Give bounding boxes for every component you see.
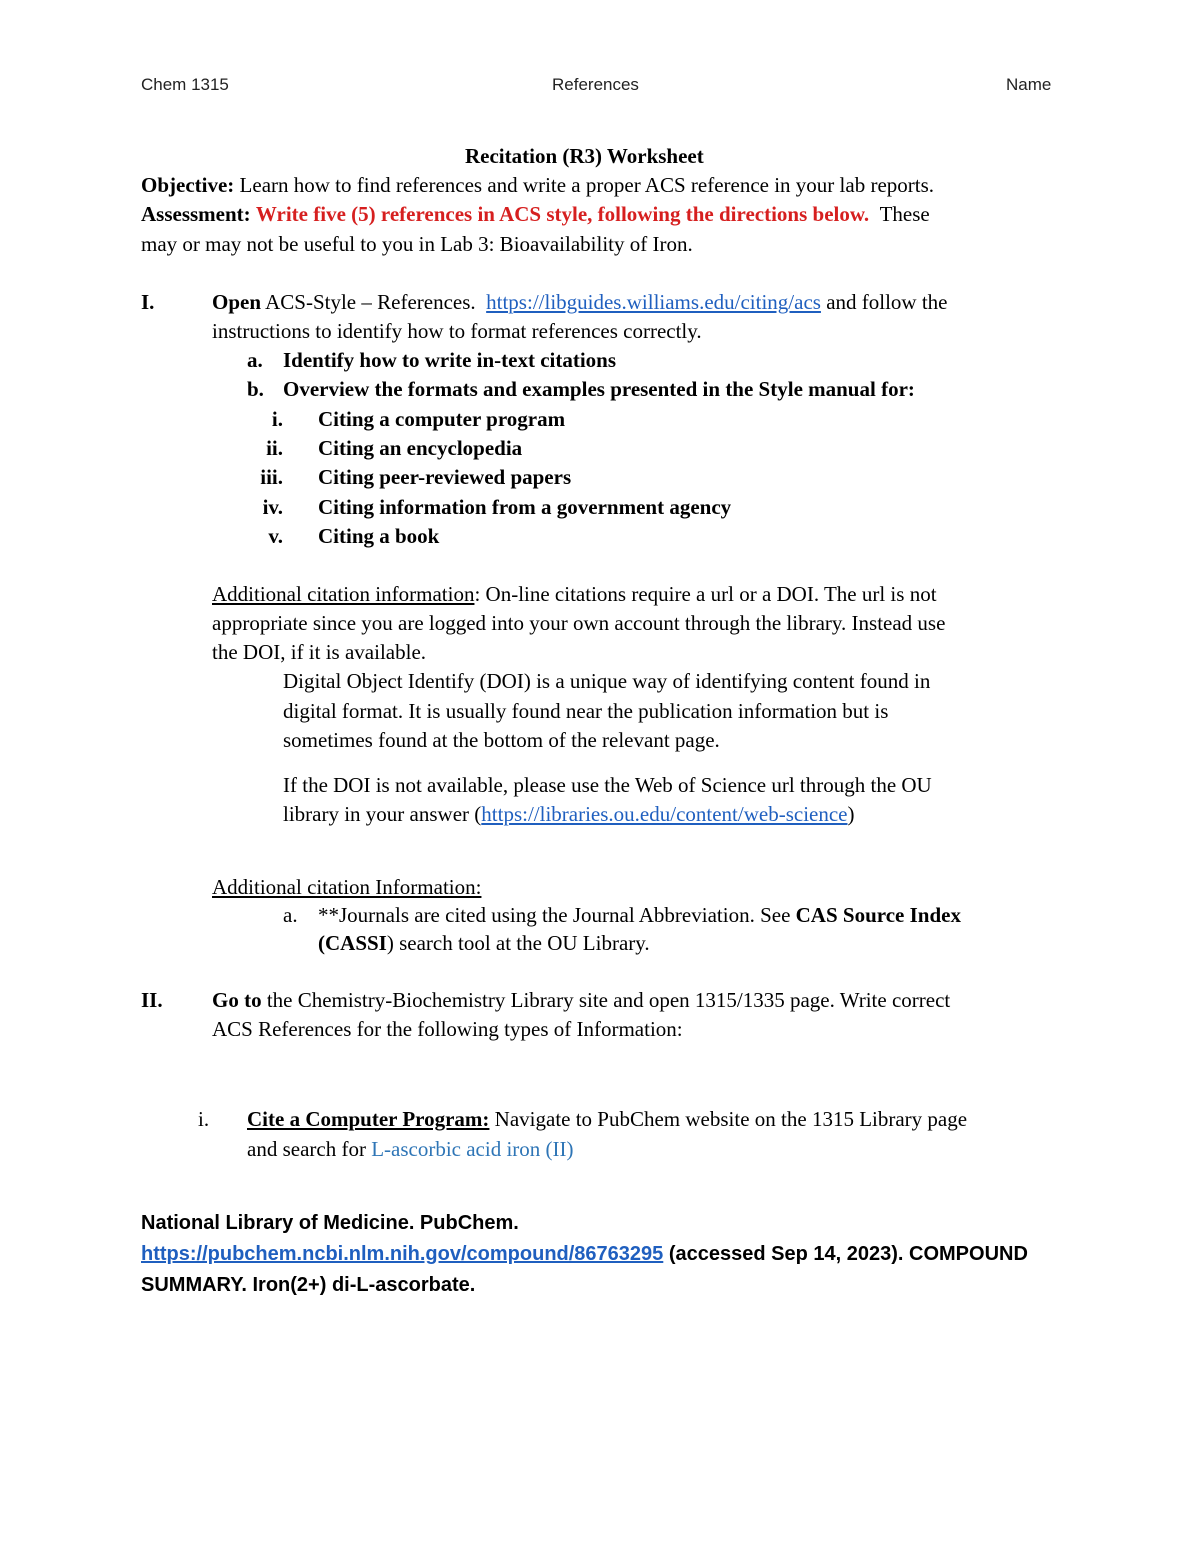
section2-line1 (212, 986, 950, 1015)
doi-line1: Digital Object Identify (DOI) is a unique way of identifying content found in (283, 669, 931, 693)
objective-label: Objective: (141, 173, 235, 197)
objective-text: Learn how to find references and write a proper ACS reference in your lab reports. (234, 173, 935, 197)
journals-line2 (318, 929, 650, 958)
cite-program-text: Navigate to PubChem website on the 1315 Library page (489, 1107, 968, 1131)
assessment-text-a: These (879, 202, 930, 226)
cite-program-line1 (247, 1105, 967, 1134)
list-marker: b. (247, 377, 264, 401)
list-marker: v. (268, 524, 283, 548)
open-text: ACS-Style – References. (261, 290, 476, 314)
wos-line1: If the DOI is not available, please use the Web of Science url through the OU (283, 773, 932, 797)
cite-program-label: Cite a Computer Program: (247, 1107, 490, 1131)
list-item: Citing a computer program (318, 407, 566, 431)
pubchem-link[interactable]: https://pubchem.ncbi.nlm.nih.gov/compound/86763295 (141, 1243, 664, 1265)
answer-line2 (141, 1239, 1028, 1270)
list-marker: ii. (266, 436, 283, 460)
list-item: Citing information from a government agency (318, 495, 732, 519)
header-name: Name (1006, 75, 1052, 94)
web-of-science-link[interactable]: https://libraries.ou.edu/content/web-science (481, 802, 848, 826)
doi-line2: digital format. It is usually found near the publication information but is (283, 699, 889, 723)
section1-line2: instructions to identify how to format references correctly. (212, 319, 702, 343)
wos-line2-post: ) (847, 802, 855, 826)
answer-line1: National Library of Medicine. PubChem. (141, 1212, 519, 1234)
list-marker: iv. (262, 495, 283, 519)
assessment-label: Assessment: (141, 202, 251, 226)
section2-line1-text: the Chemistry-Biochemistry Library site and open 1315/1335 page. Write correct (261, 988, 951, 1012)
search-term: L-ascorbic acid iron (II) (371, 1137, 574, 1161)
header-course: Chem 1315 (141, 75, 229, 94)
section2-numeral: II. (141, 988, 163, 1012)
additional-info-1 (212, 580, 937, 609)
section1-line1 (212, 288, 948, 317)
after-url-text: and follow the (820, 290, 948, 314)
assessment (141, 200, 930, 229)
objective (141, 171, 934, 200)
answer-line3: SUMMARY. Iron(2+) di-L-ascorbate. (141, 1274, 476, 1296)
assessment-red-text: Write five (5) references in ACS style, following the directions below. (255, 202, 870, 226)
list-item: Citing a book (318, 524, 440, 548)
cite-program-line2 (247, 1135, 574, 1164)
header-title: References (552, 75, 639, 94)
doi-line3: sometimes found at the bottom of the relevant page. (283, 728, 720, 752)
cassi: (CASSI (318, 931, 387, 955)
cas-source-index: CAS Source Index (795, 903, 961, 927)
page-title: Recitation (R3) Worksheet (465, 144, 704, 168)
journals-line2-post: ) search tool at the OU Library. (386, 931, 650, 955)
journals-line1 (318, 901, 961, 930)
list-marker: i. (198, 1107, 210, 1131)
section1-numeral: I. (141, 290, 155, 314)
list-item: Overview the formats and examples presented in the Style manual for: (283, 377, 915, 401)
wos-line2-pre: library in your answer ( (283, 802, 482, 826)
additional-info-2-label: Additional citation Information: (212, 875, 482, 899)
assessment-line2: may or may not be useful to you in Lab 3: Bioavailability of Iron. (141, 232, 693, 256)
journals-text: **Journals are cited using the Journal Abbreviation. See (318, 903, 796, 927)
additional-info-line2: appropriate since you are logged into your own account through the library. Instead use (212, 611, 946, 635)
list-item: Identify how to write in-text citations (283, 348, 617, 372)
additional-info-label: Additional citation information (212, 582, 475, 606)
section2-line2: ACS References for the following types of Information: (212, 1017, 683, 1041)
additional-info-line1: : On-line citations require a url or a DOI. The url is not (474, 582, 937, 606)
wos-line2 (283, 800, 855, 829)
list-marker: i. (271, 407, 283, 431)
list-item: Citing peer-reviewed papers (318, 465, 572, 489)
search-for-text: and search for (247, 1137, 372, 1161)
answer-line2-post: (accessed Sep 14, 2023). COMPOUND (663, 1243, 1028, 1265)
list-marker: iii. (260, 465, 283, 489)
goto-label: Go to (212, 988, 262, 1012)
open-label: Open (212, 290, 262, 314)
list-item: Citing an encyclopedia (318, 436, 523, 460)
list-marker: a. (247, 348, 263, 372)
additional-info-line3: the DOI, if it is available. (212, 640, 427, 664)
list-marker: a. (283, 903, 298, 927)
libguides-link[interactable]: https://libguides.williams.edu/citing/acs (486, 290, 821, 314)
